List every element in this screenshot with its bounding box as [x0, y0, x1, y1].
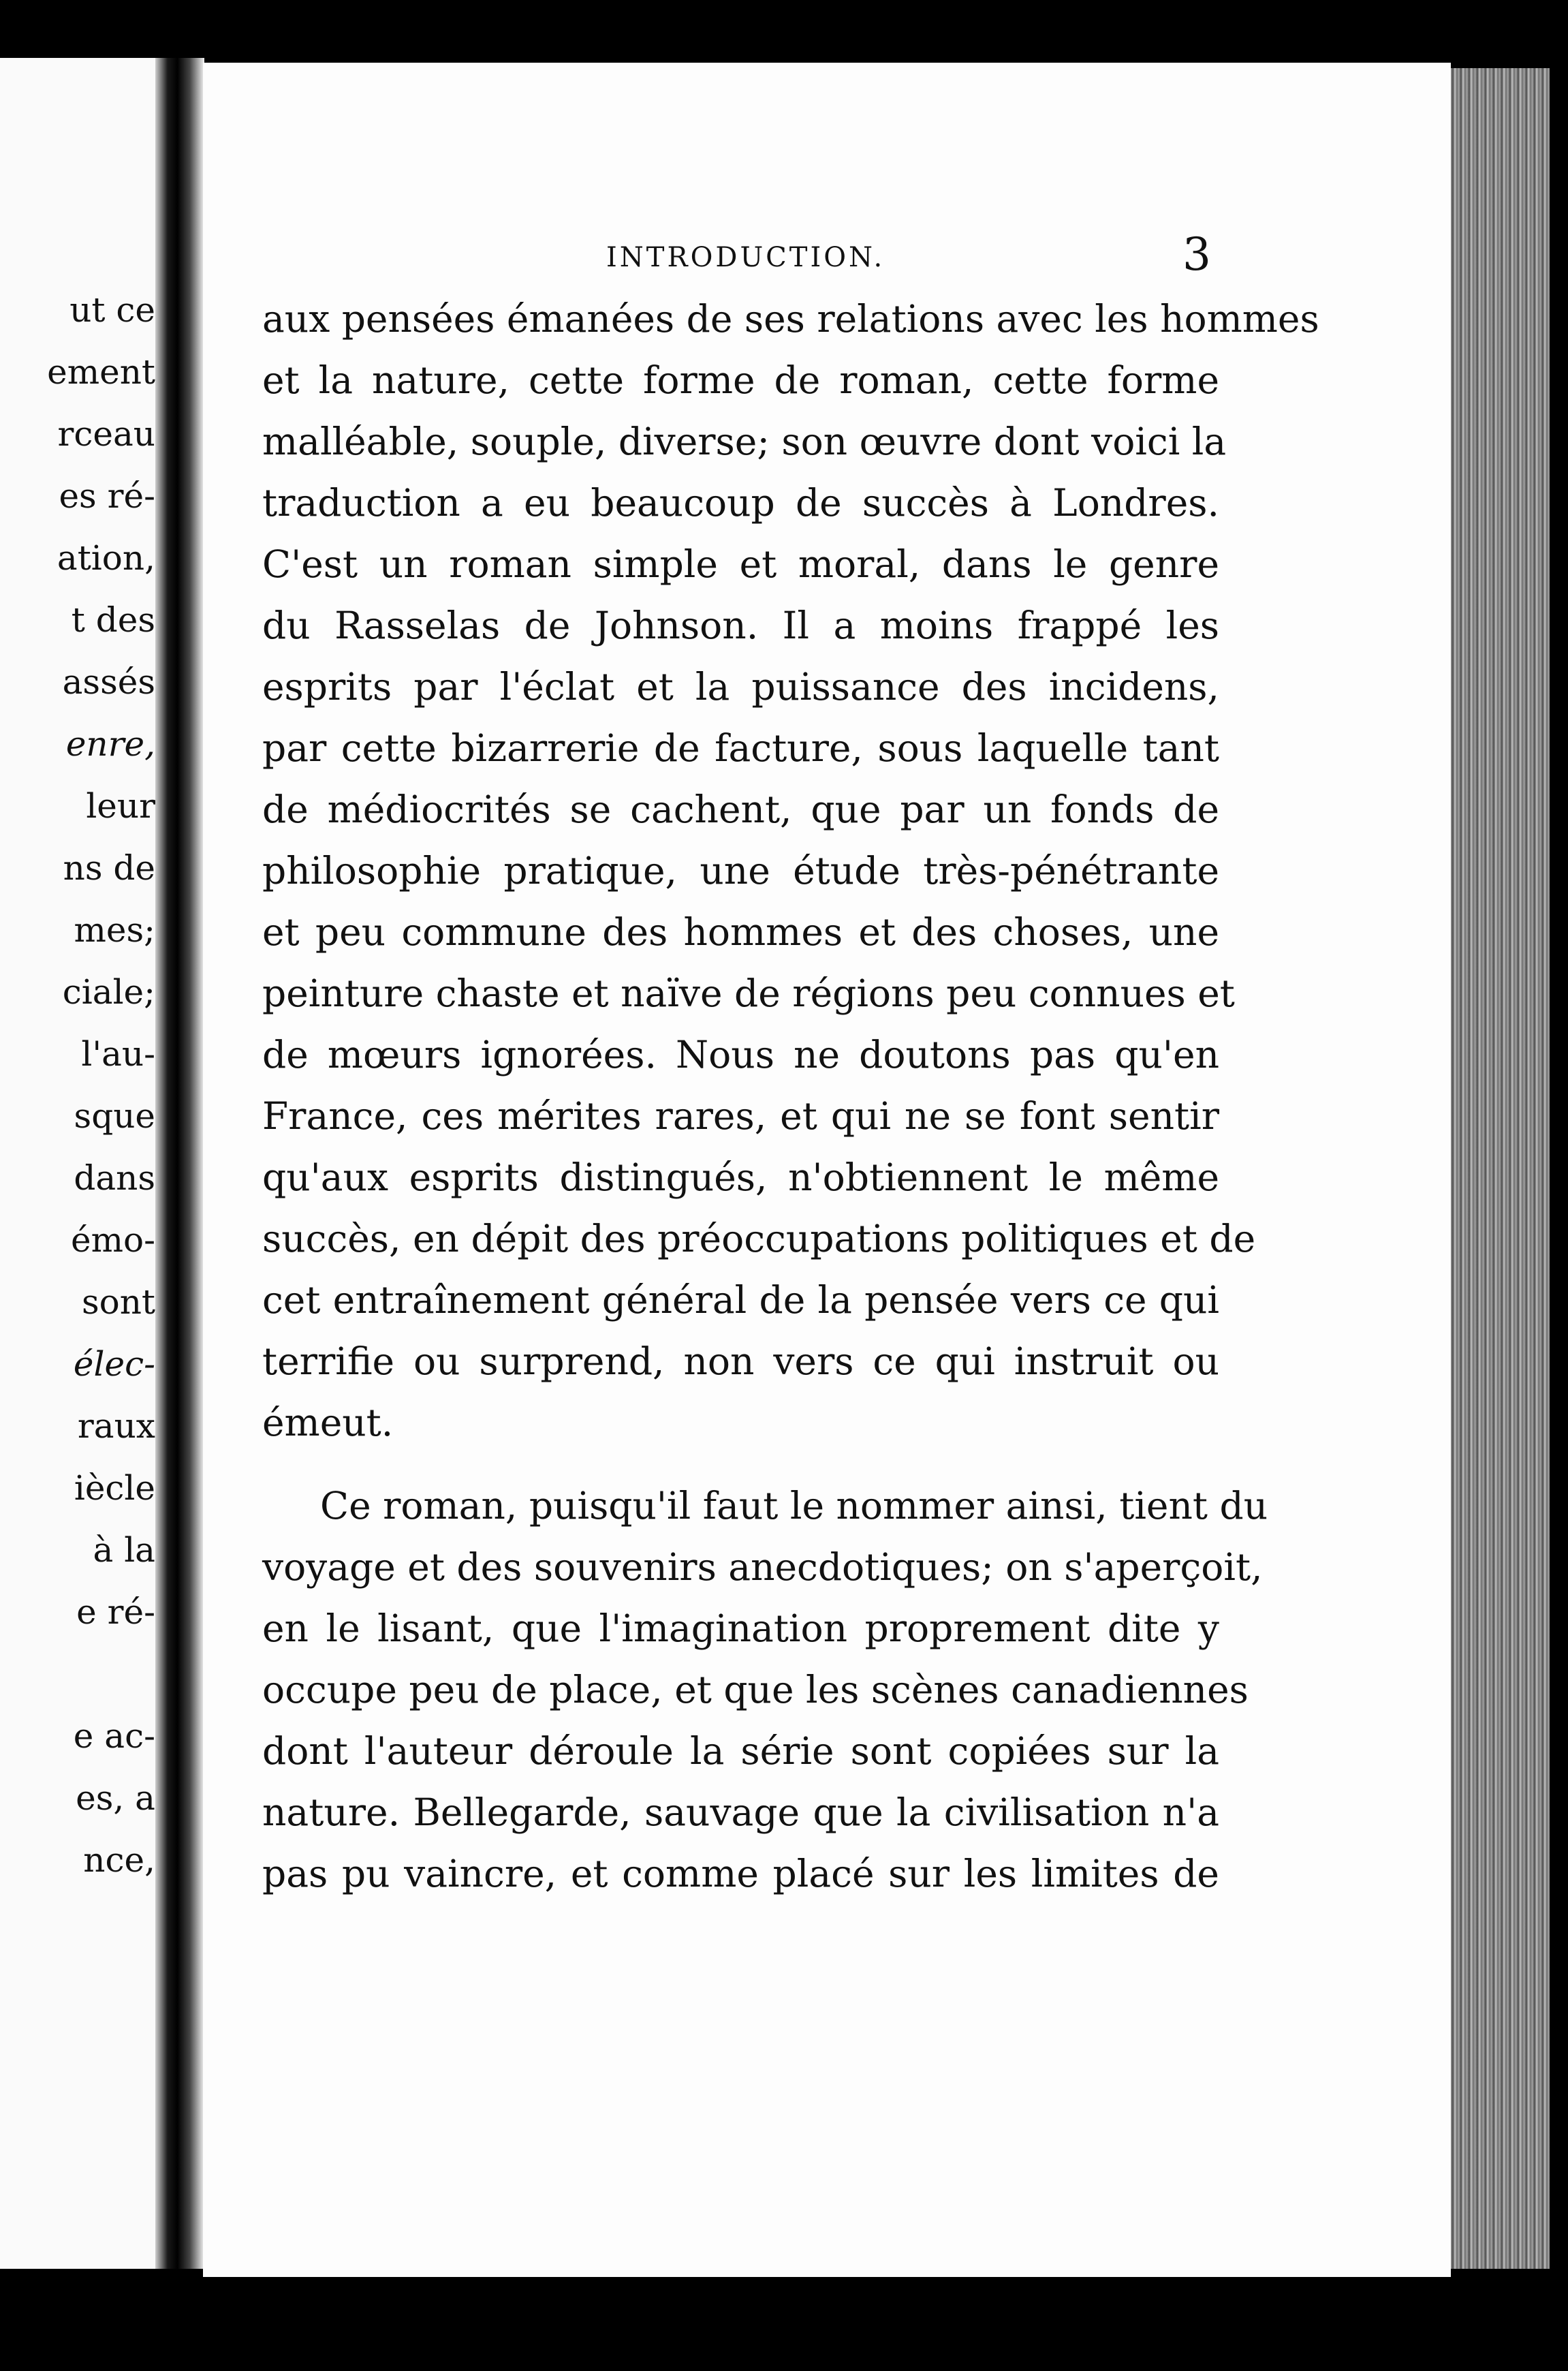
text-line: et peu commune des hommes et des choses, une [262, 910, 1219, 954]
page-edges [1451, 68, 1550, 2269]
text-line: succès, en dépit des préoccupations politiques et de [262, 1217, 1256, 1260]
text-line: de médiocrités se cachent, que par un fonds de [262, 788, 1219, 831]
left-page-line: nce, [83, 1840, 155, 1880]
left-page-line: rceau [57, 414, 155, 454]
running-head: INTRODUCTION. [606, 242, 885, 273]
text-line: C'est un roman simple et moral, dans le genre [262, 542, 1219, 586]
page-number: 3 [1182, 228, 1211, 281]
left-page-line: e ac- [73, 1716, 155, 1756]
text-line: qu'aux esprits distingués, n'obtiennent le même [262, 1156, 1219, 1199]
left-page-line: ation, [57, 538, 155, 578]
left-page-line: ement [47, 352, 155, 392]
left-page-line: sque [74, 1096, 155, 1136]
left-page-line: dans [74, 1158, 155, 1198]
text-line: dont l'auteur déroule la série sont copiées sur la [262, 1729, 1219, 1773]
left-page-line: l'au- [81, 1034, 155, 1074]
left-page-line: ciale; [62, 972, 155, 1012]
text-line: Ce roman, puisqu'il faut le nommer ainsi, tient du [320, 1484, 1268, 1528]
left-page-line: raux [77, 1406, 155, 1446]
left-page-line: mes; [74, 910, 155, 950]
text-line: cet entraînement général de la pensée vers ce qui [262, 1278, 1219, 1322]
left-page-line: iècle [74, 1468, 155, 1508]
text-line: traduction a eu beaucoup de succès à Londres. [262, 481, 1219, 525]
left-page-line: à la [93, 1530, 155, 1570]
text-line: esprits par l'éclat et la puissance des incidens, [262, 665, 1219, 709]
left-page-line: es, a [76, 1778, 155, 1818]
left-page-line: élec- [73, 1344, 155, 1384]
text-line: en le lisant, que l'imagination proprement dite y [262, 1607, 1219, 1650]
left-page-line: ut ce [69, 290, 155, 330]
text-line: par cette bizarrerie de facture, sous laquelle tant [262, 726, 1219, 770]
left-page-line: es ré- [59, 476, 155, 516]
left-page-line: émo- [71, 1220, 155, 1260]
text-line: pas pu vaincre, et comme placé sur les limites de [262, 1852, 1219, 1895]
left-page-line: ns de [63, 848, 155, 888]
left-page-line: t des [71, 600, 155, 640]
left-page-line: sont [81, 1282, 155, 1322]
left-page-line: assés [62, 662, 155, 702]
left-page-line: enre, [65, 724, 155, 764]
text-line: philosophie pratique, une étude très-pénétrante [262, 849, 1219, 893]
text-line: de mœurs ignorées. Nous ne doutons pas qu'en [262, 1033, 1219, 1076]
text-line: nature. Bellegarde, sauvage que la civilisation n'a [262, 1791, 1219, 1834]
left-page-line: leur [86, 786, 155, 826]
left-page-line: e ré- [76, 1592, 155, 1632]
text-line: terrifie ou surprend, non vers ce qui instruit ou [262, 1339, 1219, 1383]
text-line: voyage et des souvenirs anecdotiques; on s'aperçoit, [262, 1545, 1263, 1589]
text-line: France, ces mérites rares, et qui ne se font sentir [262, 1094, 1219, 1138]
text-line: du Rasselas de Johnson. Il a moins frappé les [262, 604, 1219, 647]
left-page-fragment [0, 58, 163, 2269]
text-line: peinture chaste et naïve de régions peu connues et [262, 972, 1235, 1015]
text-line: émeut. [262, 1401, 394, 1444]
text-line: et la nature, cette forme de roman, cette forme [262, 358, 1219, 402]
text-line: occupe peu de place, et que les scènes canadiennes [262, 1668, 1249, 1711]
text-line: malléable, souple, diverse; son œuvre dont voici la [262, 420, 1227, 463]
text-line: aux pensées émanées de ses relations avec les hommes [262, 297, 1319, 341]
book-gutter [155, 58, 204, 2269]
